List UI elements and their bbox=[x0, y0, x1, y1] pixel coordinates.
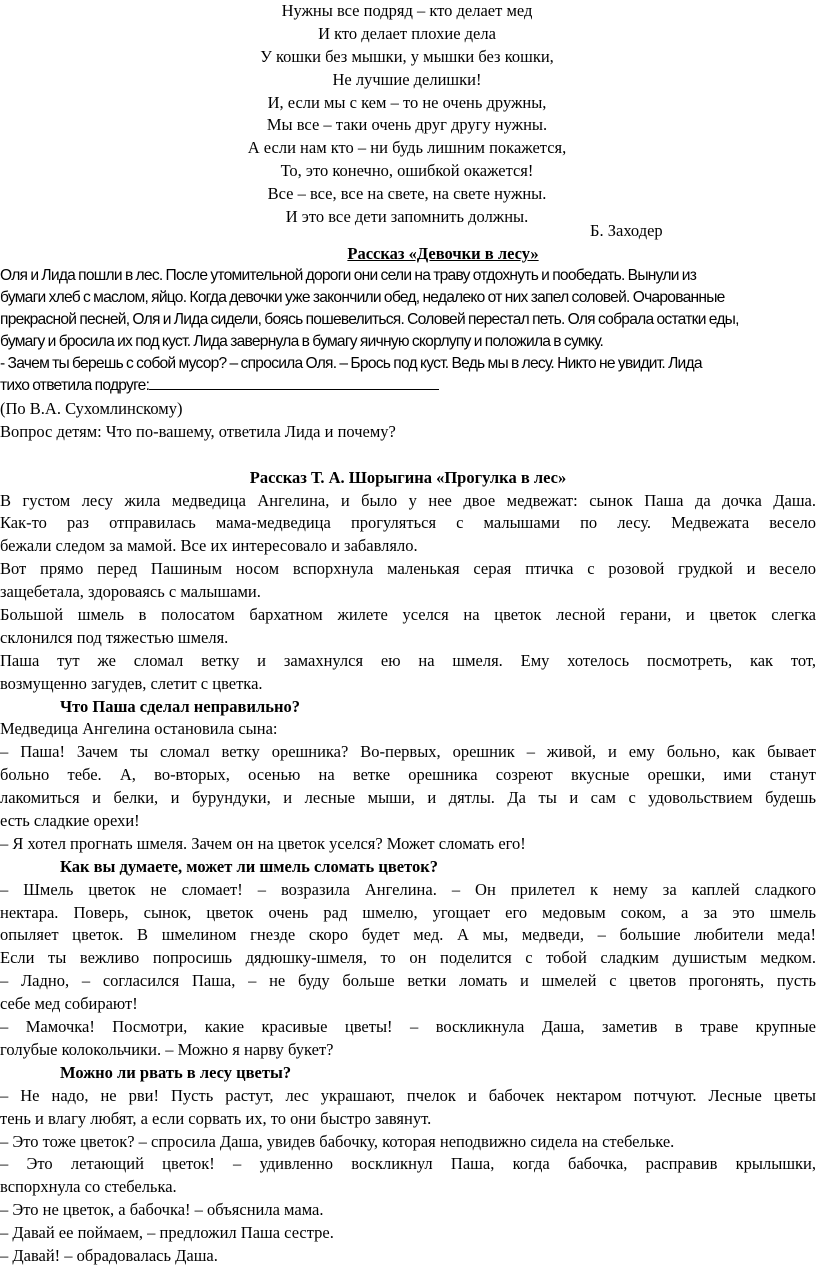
story2-line: голубые колокольчики. – Можно я нарву букет? bbox=[0, 1039, 334, 1059]
story2-line: – Не надо, не рви! Пусть растут, лес украшают, пчелок и бабочек нектаром потчуют. Лесные цветы bbox=[0, 1085, 816, 1105]
story1-title: Рассказ «Девочки в лесу» bbox=[347, 244, 539, 263]
story2-line: – Это не цветок, а бабочка! – объяснила мама. bbox=[0, 1200, 324, 1220]
story2-line: – Давай! – обрадовалась Даша. bbox=[0, 1245, 218, 1265]
story2-line: себе мед собирают! bbox=[0, 994, 138, 1014]
story2-line: – Я хотел прогнать шмеля. Зачем он на цветок уселся? Может сломать его! bbox=[0, 833, 526, 853]
poem-line: А если нам кто – ни будь лишним покажется, bbox=[247, 138, 567, 158]
poem-line: И это все дети запомнить должны. bbox=[285, 207, 529, 227]
answer-blank bbox=[149, 375, 439, 390]
story2-line: – Паша! Зачем ты сломал ветку орешника? Во-первых, орешник – живой, и ему больно, как бывает bbox=[0, 742, 816, 762]
story2-line: лакомиться и белки, и бурундуки, и лесные мыши, и дятлы. Да ты и сам с удовольствием будешь bbox=[0, 788, 816, 808]
poem-line: Нужны все подряд – кто делает мед bbox=[281, 1, 533, 20]
story2-line: Если ты вежливо попросишь дядюшку-шмеля, то он поделится с тобой сладким душистым медком. bbox=[0, 948, 816, 968]
poem-line: У кошки без мышки, у мышки без кошки, bbox=[260, 46, 554, 66]
poem-line: То, это конечно, ошибкой окажется! bbox=[280, 161, 534, 181]
story2-line: – Это тоже цветок? – спросила Даша, увидев бабочку, которая неподвижно сидела на стебельке. bbox=[0, 1131, 675, 1151]
story1-source: (По В.А. Сухомлинскому) bbox=[0, 399, 183, 418]
poem-line: Не лучшие делишки! bbox=[332, 69, 482, 89]
story2-question: Что Паша сделал неправильно? bbox=[60, 696, 300, 716]
story2-line: больно тебе. А, во-вторых, осенью на ветке орешника созреют вкусные орешки, ими станут bbox=[0, 765, 816, 785]
story2-line: Вот прямо перед Пашиным носом вспорхнула маленькая серая птичка с розовой грудкой и весело bbox=[0, 559, 816, 579]
poem bbox=[0, 0, 816, 229]
story2-line: – Давай ее поймаем, – предложил Паша сестре. bbox=[0, 1223, 334, 1243]
story2-line: защебетала, здороваясь с малышами. bbox=[0, 582, 261, 602]
story2-line: вспорхнула со стебелька. bbox=[0, 1177, 177, 1197]
story2-line: – Это летающий цветок! – удивленно воскликнул Паша, когда бабочка, расправив крылышки, bbox=[0, 1154, 816, 1174]
story1-body bbox=[0, 265, 816, 397]
story2-line: – Ладно, – согласился Паша, – не буду больше ветки ломать и шмелей с цветов прогонять, пусть bbox=[0, 971, 816, 991]
story1-line: прекрасной песней, Оля и Лида сидели, боясь пошевелиться. Соловей перестал петь. Оля собрала остатки еды, bbox=[0, 311, 739, 328]
poem-line: Все – все, все на свете, на свете нужны. bbox=[267, 184, 547, 204]
story2-title: Рассказ Т. А. Шорыгина «Прогулка в лес» bbox=[249, 467, 567, 487]
story1-line: бумаги хлеб с маслом, яйцо. Когда девочки уже закончили обед, недалеко от них запел соловей. Очарованные bbox=[0, 289, 725, 306]
poem-line: И, если мы с кем – то не очень дружны, bbox=[267, 92, 547, 112]
story2-line: Медведица Ангелина остановила сына: bbox=[0, 719, 278, 739]
story2-line: тень и влагу любят, а если сорвать их, то они быстро завянут. bbox=[0, 1108, 432, 1128]
story1-question: Вопрос детям: Что по-вашему, ответила Лида и почему? bbox=[0, 421, 396, 441]
story1-line: тихо ответила подруге: bbox=[0, 377, 150, 394]
story1-line: Оля и Лида пошли в лес. После утомительной дороги они сели на траву отдохнуть и пообедать. Вынули из bbox=[0, 267, 697, 284]
spacer bbox=[0, 444, 816, 467]
story1-answer-line bbox=[0, 375, 816, 397]
story2-line: есть сладкие орехи! bbox=[0, 811, 140, 831]
story2-line: – Шмель цветок не сломает! – возразила Ангелина. – Он прилетел к нему за каплей сладкого bbox=[0, 879, 816, 899]
story2-line: опыляет цветок. В шмелином гнезде скоро будет мед. А мы, медведи, – большие любители меда! bbox=[0, 925, 816, 945]
story2-line: Большой шмель в полосатом бархатном жилете уселся на цветок лесной герани, и цветок слегка bbox=[0, 605, 816, 625]
story2-line: склонился под тяжестью шмеля. bbox=[0, 627, 229, 647]
story2-line: Как-то раз отправилась мама-медведица прогуляться с малышами по лесу. Медвежата весело bbox=[0, 513, 816, 533]
story2-line: – Мамочка! Посмотри, какие красивые цветы! – воскликнула Даша, заметив в траве крупные bbox=[0, 1017, 816, 1037]
story2-line: нектара. Поверь, сынок, цветок очень рад шмелю, угощает его медовым соком, а за это шмель bbox=[0, 902, 816, 922]
poem-author: Б. Заходер bbox=[590, 221, 663, 240]
story2-question: Можно ли рвать в лесу цветы? bbox=[60, 1062, 292, 1082]
story1-line: бумагу и бросила их под куст. Лида завернула в бумагу яичную скорлупу и положила в сумку. bbox=[0, 333, 604, 350]
poem-line: И кто делает плохие дела bbox=[318, 23, 496, 43]
story2-line: возмущенно загудев, слетит с цветка. bbox=[0, 673, 263, 693]
story1-line: - Зачем ты берешь с собой мусор? – спросила Оля. – Брось под куст. Ведь мы в лесу. Никто не увидит. Лида bbox=[0, 355, 702, 372]
story2-line: Паша тут же сломал ветку и замахнулся ею на шмеля. Ему хотелось посмотреть, как тот, bbox=[0, 650, 816, 670]
story2-section bbox=[0, 398, 816, 1268]
story2-question: Как вы думаете, может ли шмель сломать цветок? bbox=[60, 856, 439, 876]
story2-line: В густом лесу жила медведица Ангелина, и было у нее двое медвежат: сынок Паша да дочка Даша. bbox=[0, 490, 816, 510]
poem-line: Мы все – таки очень друг другу нужны. bbox=[266, 115, 548, 135]
story2-line: бежали следом за мамой. Все их интересовало и забавляло. bbox=[0, 536, 418, 556]
